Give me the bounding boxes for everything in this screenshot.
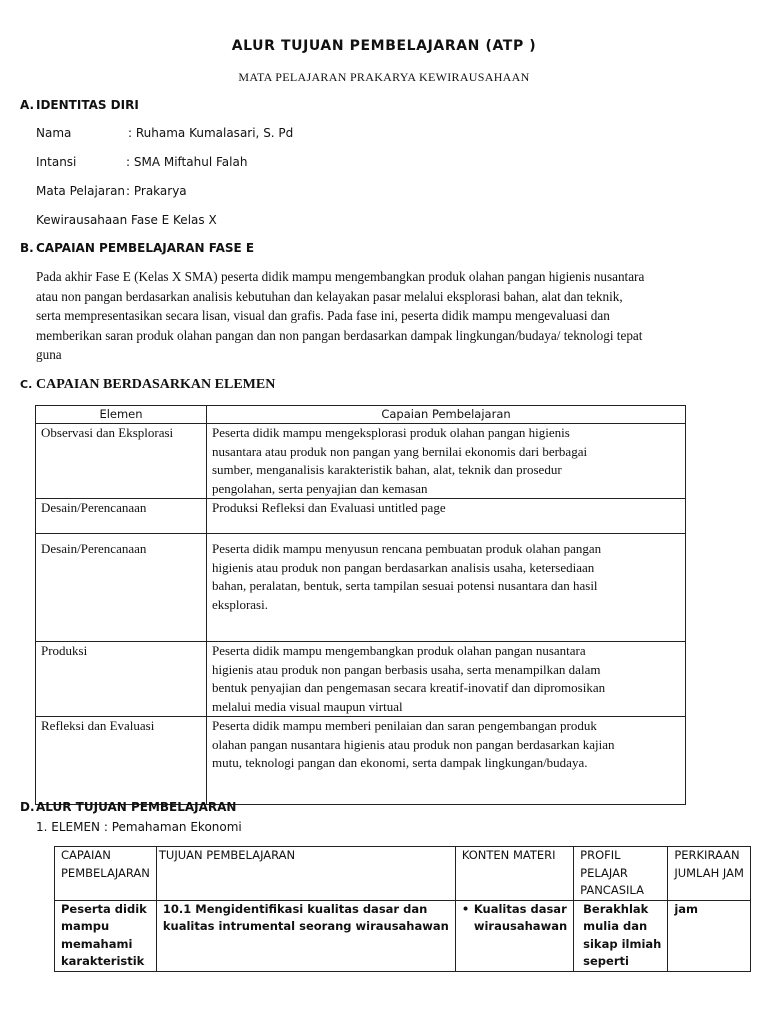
cell-line: Peserta didik mampu mengembangkan produk olahan pangan nusantara bbox=[212, 643, 586, 658]
section-c-heading bbox=[20, 377, 275, 393]
cell-line: Peserta didik mampu memberi penilaian dan saran pengembangan produk bbox=[212, 718, 597, 733]
identity-label: Intansi bbox=[36, 155, 77, 169]
table-row bbox=[36, 499, 686, 534]
cell-line: pengolahan, serta penyajian dan kemasan bbox=[212, 480, 428, 496]
elemen-cell: Produksi bbox=[36, 642, 207, 717]
section-a-letter: A. bbox=[20, 98, 35, 112]
capaian-cell bbox=[207, 642, 686, 717]
section-b-paragraph bbox=[36, 267, 736, 365]
identity-extra-line: Kewirausahaan Fase E Kelas X bbox=[36, 213, 217, 227]
cell-line: bentuk penyajian dan pengemasan secara kreatif-inovatif dan dipromosikan bbox=[212, 680, 606, 695]
section-b-letter: B. bbox=[20, 241, 34, 255]
table-row bbox=[36, 642, 686, 717]
cell-line: sumber, menganalisis karakteristik bahan, alat, teknik dan prosedur bbox=[212, 462, 562, 477]
cell-line: higienis atau produk non pangan berbasis usaha, serta menampilkan dalam bbox=[212, 661, 601, 677]
section-c-title: CAPAIAN BERDASARKAN ELEMEN bbox=[36, 377, 276, 392]
section-d-letter: D. bbox=[20, 800, 35, 814]
paragraph-line: Pada akhir Fase E (Kelas X SMA) peserta didik mampu mengembangkan produk olahan pangan higienis nusantara bbox=[36, 269, 645, 284]
section-b-heading bbox=[20, 241, 254, 255]
profil-cell: Berakhlak mulia dan sikap ilmiah seperti bbox=[574, 900, 668, 971]
capaian-cell bbox=[207, 534, 686, 642]
cell-line: Peserta didik mampu mengeksplorasi produk olahan pangan higienis bbox=[212, 425, 570, 440]
table-row bbox=[36, 534, 686, 642]
capaian-cell bbox=[207, 424, 686, 499]
column-header: Capaian Pembelajaran bbox=[207, 406, 686, 424]
cell-line: olahan pangan nusantara higienis atau produk non pangan berdasarkan kajian bbox=[212, 736, 615, 752]
table-row bbox=[36, 424, 686, 499]
elemen-cell: Desain/Perencanaan bbox=[36, 499, 207, 534]
table-row bbox=[36, 717, 686, 805]
paragraph-line: guna bbox=[36, 347, 62, 363]
column-header: Elemen bbox=[36, 406, 207, 424]
column-header: CAPAIAN PEMBELAJARAN bbox=[55, 847, 157, 901]
section-b-title: CAPAIAN PEMBELAJARAN FASE E bbox=[36, 241, 255, 255]
elemen-cell: Refleksi dan Evaluasi bbox=[36, 717, 207, 805]
identity-label: Mata Pelajaran bbox=[36, 184, 126, 198]
column-header: PERKIRAAN JUMLAH JAM bbox=[668, 847, 751, 901]
elemen-table bbox=[35, 405, 686, 805]
table-header-row bbox=[36, 406, 686, 424]
cell-line: nusantara atau produk non pangan yang bernilai ekonomis dari berbagai bbox=[212, 443, 588, 459]
table-row bbox=[55, 900, 751, 971]
cell-line: Peserta didik mampu menyusun rencana pembuatan produk olahan pangan bbox=[212, 541, 602, 556]
document-title: ALUR TUJUAN PEMBELAJARAN (ATP ) bbox=[231, 38, 537, 54]
cell-line: bahan, peralatan, bentuk, serta tampilan sesuai potensi nusantara dan hasil bbox=[212, 578, 598, 593]
jam-cell: jam bbox=[668, 900, 751, 971]
elemen-cell: Observasi dan Eksplorasi bbox=[36, 424, 207, 499]
column-header: TUJUAN PEMBELAJARAN bbox=[156, 847, 455, 901]
konten-cell: • Kualitas dasar wirausahawan bbox=[455, 900, 573, 971]
capaian-cell: Peserta didik mampu memahami karakteristik bbox=[55, 900, 157, 971]
atp-table bbox=[54, 846, 751, 972]
cell-line: Produksi Refleksi dan Evaluasi untitled page bbox=[212, 500, 446, 515]
identity-row-nama bbox=[36, 126, 293, 140]
section-d-heading bbox=[20, 800, 236, 814]
identity-label: Nama bbox=[36, 126, 72, 140]
document-subtitle: MATA PELAJARAN PRAKARYA KEWIRAUSAHAAN bbox=[238, 70, 530, 84]
capaian-cell bbox=[207, 499, 686, 534]
cell-line: melalui media visual maupun virtual bbox=[212, 698, 403, 714]
identity-value: : SMA Miftahul Falah bbox=[126, 155, 248, 169]
cell-line: eksplorasi. bbox=[212, 596, 268, 612]
section-a-heading bbox=[20, 98, 139, 112]
elemen-cell: Desain/Perencanaan bbox=[36, 534, 207, 642]
capaian-cell bbox=[207, 717, 686, 805]
identity-value: : Prakarya bbox=[126, 184, 187, 198]
section-d-title: ALUR TUJUAN PEMBELAJARAN bbox=[36, 800, 237, 814]
cell-line: mutu, teknologi pangan dan ekonomi, serta dampak lingkungan/budaya. bbox=[212, 755, 588, 770]
paragraph-line: atau non pangan berdasarkan analisis kebutuhan dan kelayakan pasar melalui eksplorasi bahan, alat dan teknik, bbox=[36, 288, 623, 304]
column-header: PROFIL PELAJAR PANCASILA bbox=[574, 847, 668, 901]
column-header: KONTEN MATERI bbox=[455, 847, 573, 901]
paragraph-line: memberikan saran produk olahan pangan dan non pangan berdasarkan dampak lingkungan/budaya/ teknologi tepat bbox=[36, 327, 643, 343]
section-d-subitem: 1. ELEMEN : Pemahaman Ekonomi bbox=[36, 820, 242, 834]
tujuan-cell: 10.1 Mengidentifikasi kualitas dasar dan kualitas intrumental seorang wirausahawan bbox=[156, 900, 455, 971]
identity-row-intansi bbox=[36, 155, 247, 169]
table-header-row bbox=[55, 847, 751, 901]
bullet-icon: • bbox=[461, 901, 470, 916]
identity-value: : Ruhama Kumalasari, S. Pd bbox=[128, 126, 294, 140]
paragraph-line: serta mempresentasikan secara lisan, visual dan grafis. Pada fase ini, peserta didik mampu mengevaluasi dan bbox=[36, 308, 610, 324]
cell-line: higienis atau produk non pangan berdasarkan analisis usaha, ketersediaan bbox=[212, 559, 595, 575]
identity-row-mapel bbox=[36, 184, 187, 198]
section-c-letter: C. bbox=[20, 378, 33, 391]
section-a-title: IDENTITAS DIRI bbox=[36, 98, 139, 112]
